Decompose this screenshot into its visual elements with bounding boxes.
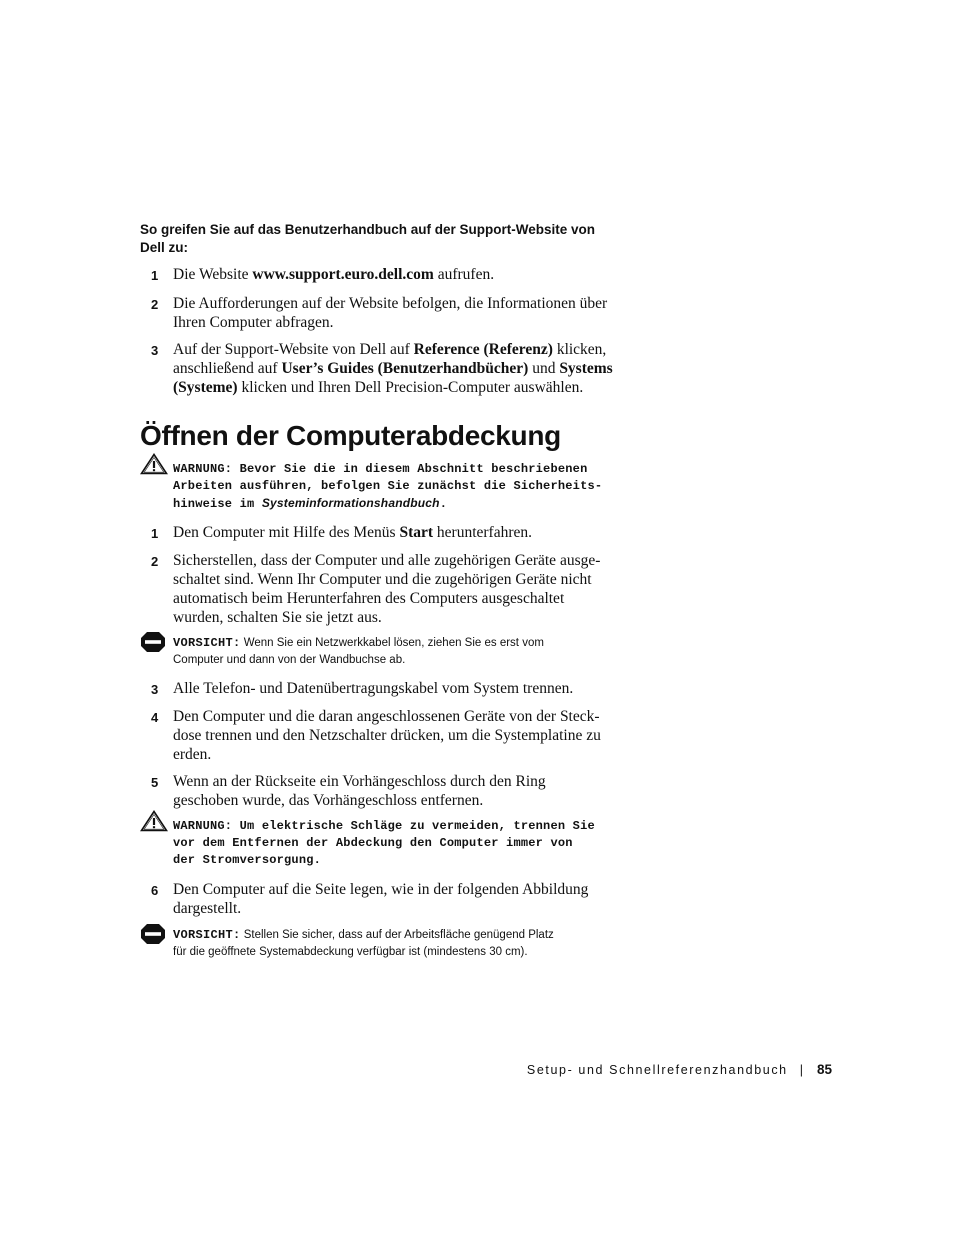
page-footer — [520, 1061, 832, 1079]
start-menu-label: Start — [399, 524, 434, 541]
page-number: 85 — [816, 1062, 832, 1077]
footer-title: Setup- und Schnellreferenzhandbuch — [526, 1063, 788, 1077]
caution-octagon-icon — [140, 923, 166, 950]
step-number: 3 — [151, 343, 159, 358]
footer-separator: | — [799, 1063, 803, 1077]
procedure-intro: So greifen Sie auf das Benutzerhandbuch auf der Support-Website von Dell zu: — [140, 222, 596, 255]
step-number: 2 — [151, 297, 159, 312]
manual-page: So greifen Sie auf das Benutzerhandbuch auf der Support-Website von Dell zu: 1 Die Website www.support.euro.dell.com aufrufen. 2 Die Aufforderungen auf der Website befolgen, die Informationen über Ihren Computer abfragen. 3 Auf der Support-Website von Dell auf Reference (Referenz) klicken, anschließend auf User’s Guides (Benutzerhandbücher) und Systems (Systeme) klicken und Ihren Dell Precision-Computer auswählen. Öffnen der Computerabdeckung WARNUNG: Bevor Sie die in diesem Abschnitt beschriebenen Arbeiten ausführen, befolgen Sie zunächst die Sicherheits- hinweise im Systeminformationshandbuch. 1 Den Computer mit Hilfe des Menüs Start herunterfahren. 2 Sicherstellen, dass der Computer und alle zugehörigen Geräte ausge- schaltet sind. Wenn Ihr Computer und die zugehörigen Geräte nicht automatisch beim Herunterfahren des Computers ausgeschaltet wurden, schalten Sie sie jetzt aus. VORSICHT: Wenn Sie ein Netzwerkkabel lösen, ziehen Sie es erst vom Computer und dann von der Wandbuchse ab. 3 Alle Telefon- und Datenübertragungskabel vom System trennen. 4 Den Computer und die daran angeschlossenen Geräte von der Steck- dose trennen und den Netzschalter drücken, um die Systemplatine zu erden. 5 Wenn an der Rückseite ein Vorhängeschloss durch den Ring geschoben wurde, das Vorhängeschloss entfernen. WARNUNG: Um elektrische Schläge zu vermeiden, trennen Sie vor dem Entfernen der Abdeckung den Computer immer von der Stromversorgung. 6 Den Computer auf die Seite legen, wie in der folgenden Abbildung dargestellt. VORSICHT: Stellen Sie sicher, dass auf der Arbeitsfläche genügend Platz für die geöffnete Systemabdeckung verfügbar ist (mindestens 30 cm). Setup- und Schnellreferenzhandbuch | 85 — [140, 222, 832, 1077]
step-number: 1 — [151, 526, 159, 541]
step-number: 2 — [151, 554, 159, 569]
step-number: 6 — [151, 883, 159, 898]
handbook-title: Systeminformationshandbuch — [261, 496, 440, 510]
section-title: Öffnen der Computerabdeckung — [140, 420, 561, 451]
caution-octagon-icon — [140, 631, 166, 658]
step-number: 4 — [151, 710, 159, 725]
warning-triangle-icon — [140, 453, 168, 480]
warning-triangle-icon — [140, 810, 168, 837]
step-number: 1 — [151, 268, 159, 283]
step-number: 3 — [151, 682, 159, 697]
step-number: 5 — [151, 775, 159, 790]
support-url: www.support.euro.dell.com — [252, 266, 434, 283]
